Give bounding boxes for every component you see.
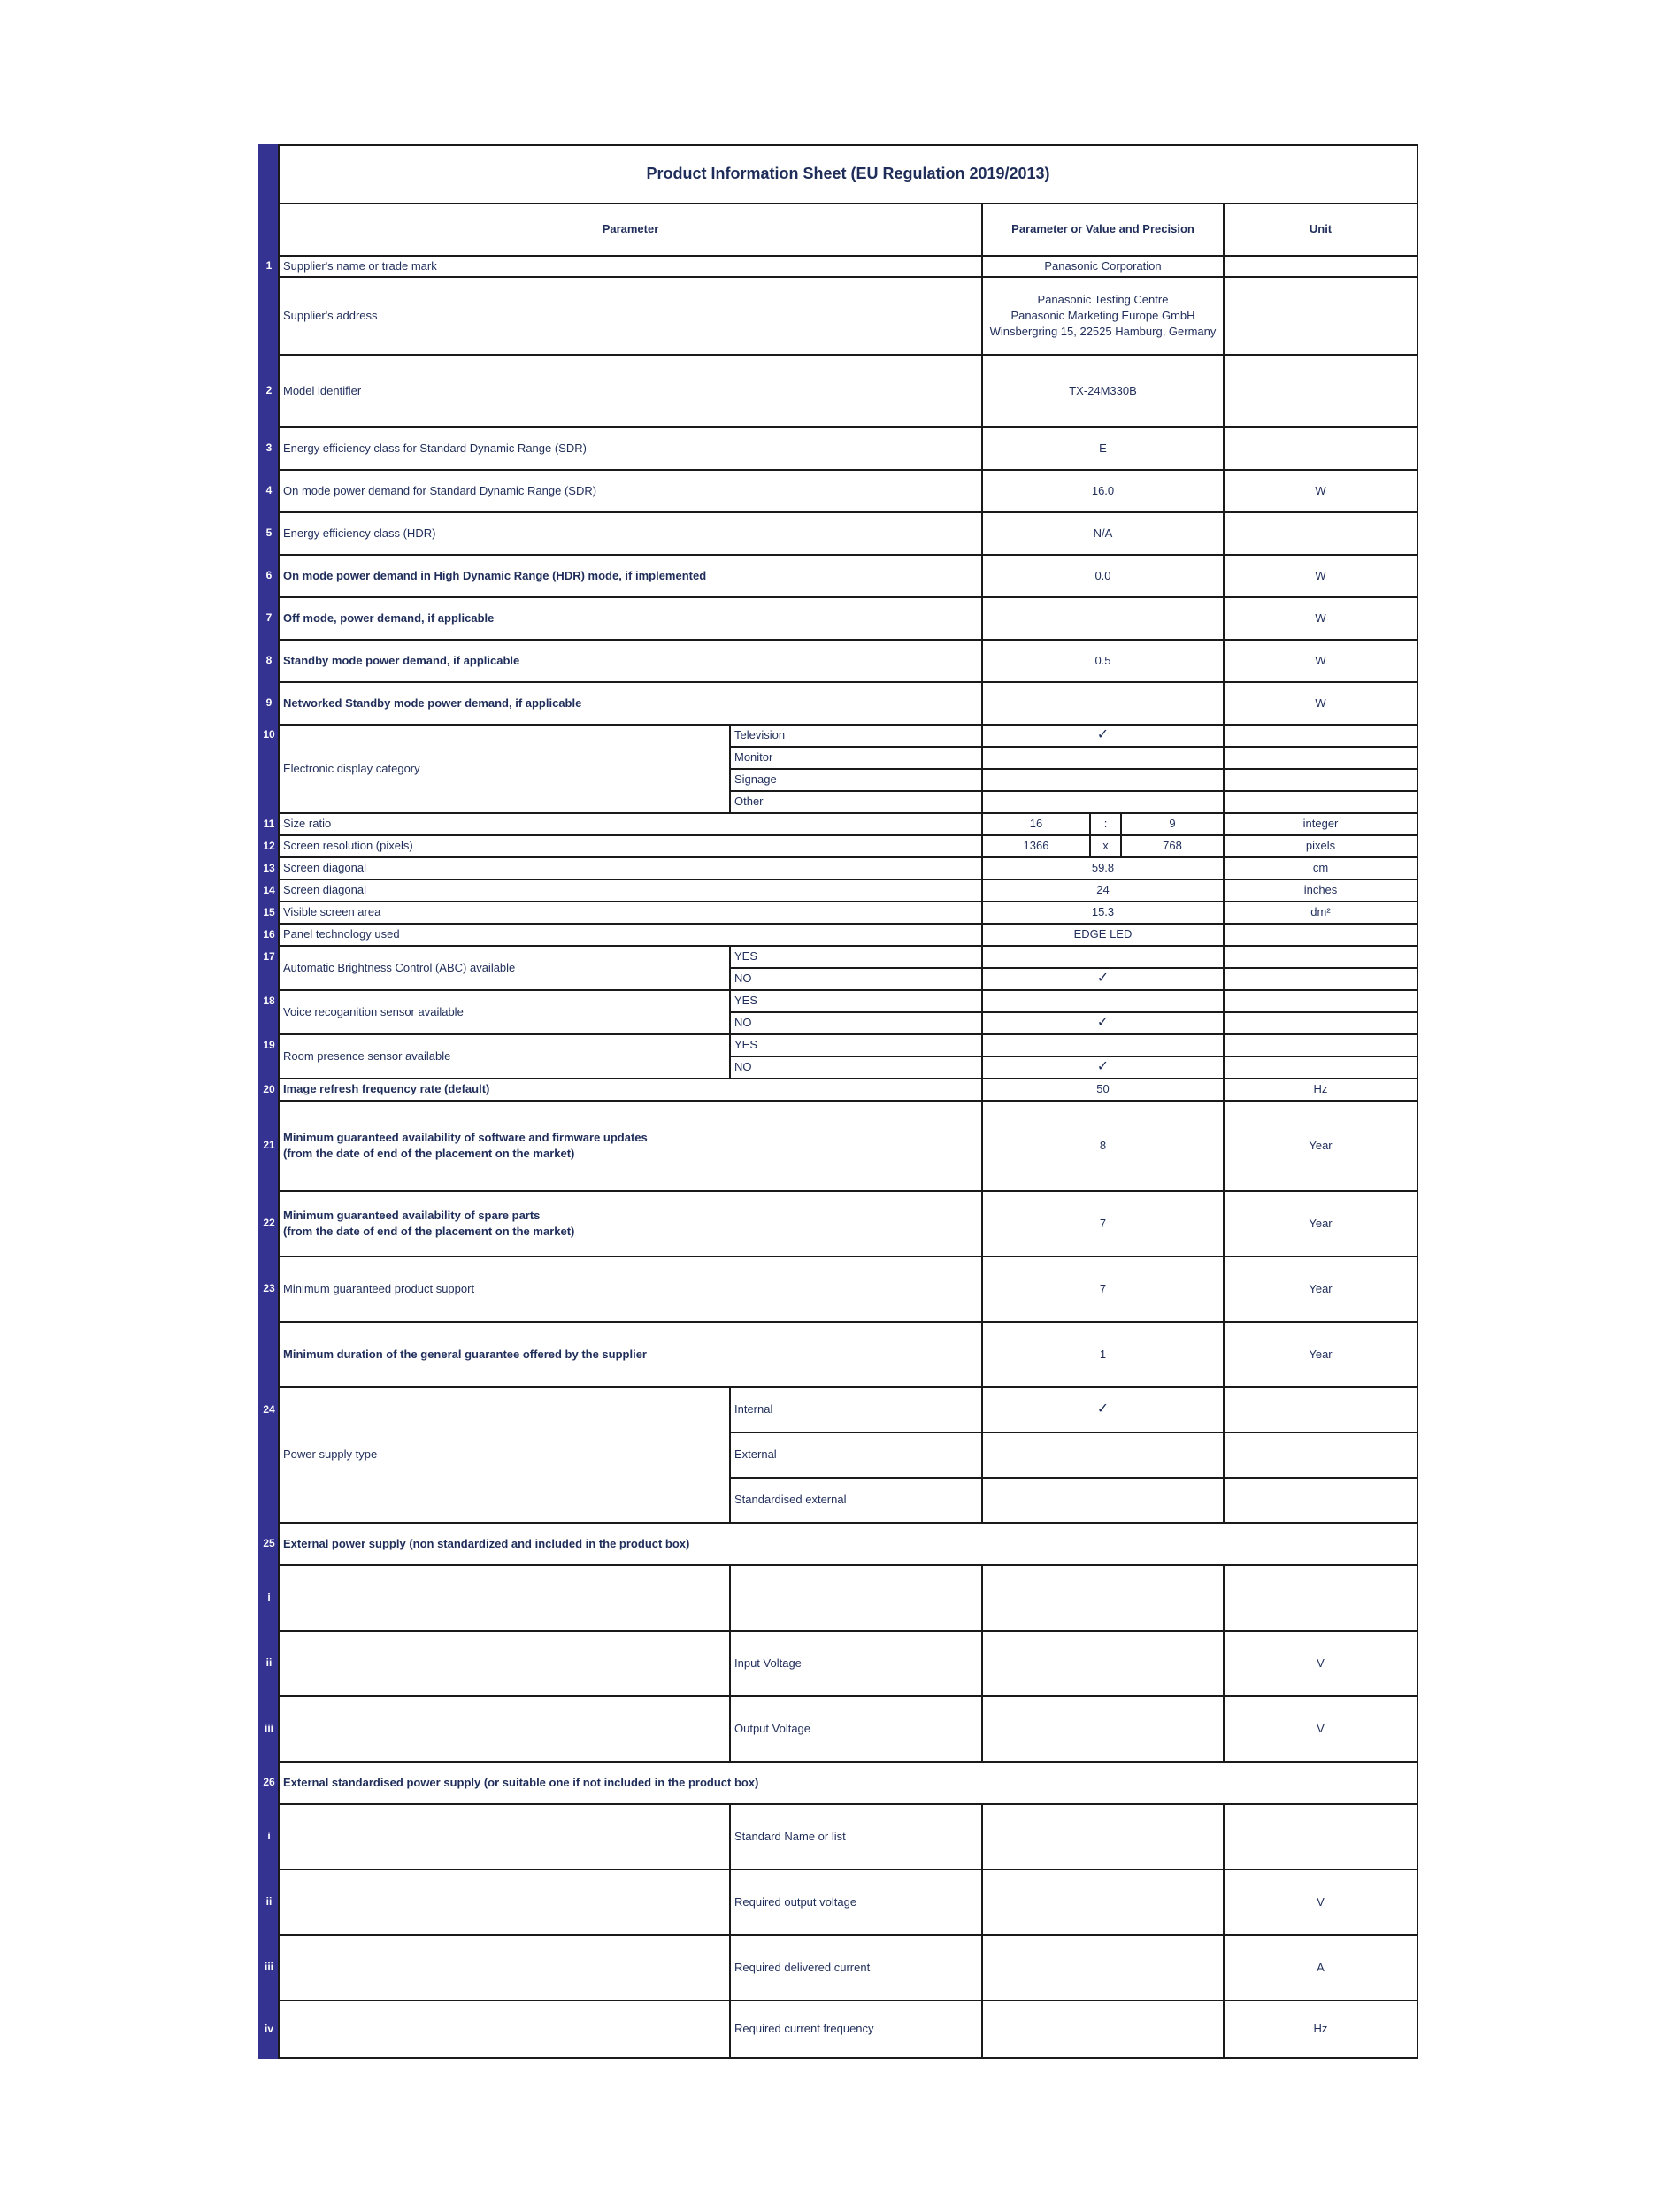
sdr-class-label-text: Energy efficiency class for Standard Dynamic Range (SDR) xyxy=(283,441,587,455)
off-power-label-text: Off mode, power demand, if applicable xyxy=(283,611,495,625)
display-category-check-2 xyxy=(981,768,1225,792)
display-category-check-1 xyxy=(981,746,1225,770)
display-category-option-2-text: Signage xyxy=(734,772,777,787)
sdr-class-unit xyxy=(1223,426,1418,471)
row-number-12: 12 xyxy=(258,834,280,856)
ext-psu-label xyxy=(278,1522,1418,1566)
std-psu-row-unit-1-text: V xyxy=(1317,1894,1325,1909)
standby-power-value-text: 0.5 xyxy=(1094,653,1111,667)
supplier-name-value-text: Panasonic Corporation xyxy=(1044,258,1162,273)
presence-yes-unit xyxy=(1223,1033,1418,1057)
std-psu-row-unit-3-text: Hz xyxy=(1313,2022,1328,2036)
supplier-address-label xyxy=(278,276,983,356)
std-psu-row-label-2-text: Required delivered current xyxy=(734,1960,871,1974)
presence-no-unit xyxy=(1223,1056,1418,1079)
off-power-unit xyxy=(1223,596,1418,641)
sdr-power-unit-text: W xyxy=(1315,483,1326,497)
support-label-text: Minimum guaranteed product support xyxy=(283,1281,475,1295)
guarantee-unit xyxy=(1223,1321,1418,1388)
ext-psu-row-label-0 xyxy=(729,1564,983,1632)
hdr-power-value xyxy=(981,554,1225,598)
size_ratio-b-text: 9 xyxy=(1169,817,1176,831)
resolution-unit xyxy=(1223,834,1418,858)
model-label-text: Model identifier xyxy=(283,383,362,397)
sw-updates-unit xyxy=(1223,1100,1418,1192)
size_ratio-unit xyxy=(1223,812,1418,836)
size_ratio-a-text: 16 xyxy=(1029,817,1043,831)
resolution-a-text: 1366 xyxy=(1023,839,1049,853)
std-psu-row-label-0-text: Standard Name or list xyxy=(734,1829,846,1843)
display-category-unit-1 xyxy=(1223,746,1418,770)
standby-power-unit-text: W xyxy=(1315,653,1326,667)
row-number-11: 11 xyxy=(258,812,280,834)
hdr-power-unit-text: W xyxy=(1315,568,1326,582)
diag-in-unit xyxy=(1223,879,1418,902)
standby-power-label-text: Standby mode power demand, if applicable xyxy=(283,653,520,667)
voice-label-text: Voice recoganition sensor available xyxy=(283,1004,464,1018)
row-number-4: 4 xyxy=(258,469,280,511)
abc-no-unit xyxy=(1223,967,1418,991)
spare-parts-unit xyxy=(1223,1190,1418,1257)
voice-no-value xyxy=(981,1011,1225,1035)
row-number-25: 25 xyxy=(258,1522,280,1564)
panel-value-text: EDGE LED xyxy=(1073,927,1133,941)
resolution-a xyxy=(981,834,1091,858)
std-psu-row-number-2: iii xyxy=(258,1934,280,2000)
off-power-unit-text: W xyxy=(1315,611,1326,625)
resolution-b xyxy=(1120,834,1225,858)
diag-cm-unit-text: cm xyxy=(1312,861,1329,875)
model-label xyxy=(278,354,983,428)
visible-area-unit-text: dm² xyxy=(1310,905,1331,919)
guarantee-value-text: 1 xyxy=(1099,1347,1107,1361)
abc-no-value xyxy=(981,967,1225,991)
abc-label xyxy=(278,945,731,991)
support-label xyxy=(278,1256,983,1323)
panel-label-text: Panel technology used xyxy=(283,927,400,941)
row-number-20: 20 xyxy=(258,1078,280,1100)
display-category-label xyxy=(278,724,731,814)
diag-cm-label-text: Screen diagonal xyxy=(283,861,366,875)
presence-label-text: Room presence sensor available xyxy=(283,1048,451,1063)
sw-updates-unit-text: Year xyxy=(1309,1138,1333,1152)
diag-in-value-text: 24 xyxy=(1096,883,1110,897)
power-supply-check-0-text: ✓ xyxy=(1096,1402,1110,1417)
voice-no-text: NO xyxy=(734,1016,752,1030)
std-psu-row-blank-2 xyxy=(278,1934,731,2001)
supplier-name-label-text: Supplier's name or trade mark xyxy=(283,258,437,273)
voice-no xyxy=(729,1011,983,1035)
refresh-value xyxy=(981,1078,1225,1102)
visible-area-value-text: 15.3 xyxy=(1091,905,1115,919)
diag-cm-value-text: 59.8 xyxy=(1091,861,1115,875)
ext-psu-row-unit-1-text: V xyxy=(1317,1655,1325,1670)
display-category-option-1-text: Monitor xyxy=(734,750,773,764)
size_ratio-label xyxy=(278,812,983,836)
sdr-power-value xyxy=(981,469,1225,513)
header-unit xyxy=(1223,203,1418,257)
display-category-option-1 xyxy=(729,746,983,770)
std-psu-row-label-1-text: Required output voltage xyxy=(734,1894,857,1909)
presence-no-value xyxy=(981,1056,1225,1079)
std-psu-row-value-2 xyxy=(981,1934,1225,2001)
hdr-class-unit xyxy=(1223,511,1418,556)
net-standby-value xyxy=(981,681,1225,726)
row-number-5: 5 xyxy=(258,511,280,554)
resolution-unit-text: pixels xyxy=(1305,839,1336,853)
spare-parts-value-text: 7 xyxy=(1099,1216,1107,1230)
size_ratio-sep-text: : xyxy=(1103,817,1108,831)
hdr-power-value-text: 0.0 xyxy=(1094,568,1111,582)
diag-in-value xyxy=(981,879,1225,902)
row-number-23: 23 xyxy=(258,1256,280,1321)
std-psu-row-value-3 xyxy=(981,2000,1225,2059)
sdr-power-unit xyxy=(1223,469,1418,513)
power-supply-check-0 xyxy=(981,1386,1225,1433)
header-value xyxy=(981,203,1225,257)
display-category-option-0 xyxy=(729,724,983,748)
abc-label-text: Automatic Brightness Control (ABC) available xyxy=(283,960,516,974)
ext-psu-row-value-2 xyxy=(981,1695,1225,1763)
power-supply-unit-2 xyxy=(1223,1477,1418,1524)
net-standby-unit xyxy=(1223,681,1418,726)
header-parameter xyxy=(278,203,983,257)
support-unit xyxy=(1223,1256,1418,1323)
panel-label xyxy=(278,923,983,947)
row-number-8: 8 xyxy=(258,639,280,681)
resolution-label xyxy=(278,834,983,858)
size_ratio-a xyxy=(981,812,1091,836)
display-category-unit-3 xyxy=(1223,790,1418,814)
std-psu-row-label-3 xyxy=(729,2000,983,2059)
hdr-class-label-text: Energy efficiency class (HDR) xyxy=(283,526,436,540)
hdr-power-unit xyxy=(1223,554,1418,598)
ext-psu-row-label-2 xyxy=(729,1695,983,1763)
model-value xyxy=(981,354,1225,428)
abc-no-text: NO xyxy=(734,972,752,986)
size_ratio-unit-text: integer xyxy=(1302,817,1339,831)
visible-area-value xyxy=(981,901,1225,925)
row-number-2: 2 xyxy=(258,354,280,426)
row-number-17: 17 xyxy=(258,945,280,967)
refresh-label xyxy=(278,1078,983,1102)
row-number-15: 15 xyxy=(258,901,280,923)
sw-updates-label xyxy=(278,1100,983,1192)
refresh-value-text: 50 xyxy=(1096,1082,1110,1096)
spare-parts-unit-text: Year xyxy=(1309,1216,1333,1230)
ext-psu-row-number-1: ii xyxy=(258,1630,280,1695)
sdr-power-label xyxy=(278,469,983,513)
display-category-unit-0 xyxy=(1223,724,1418,748)
power-supply-unit-1 xyxy=(1223,1432,1418,1479)
refresh-unit-text: Hz xyxy=(1313,1082,1328,1096)
power-supply-option-0 xyxy=(729,1386,983,1433)
row-number-22: 22 xyxy=(258,1190,280,1256)
presence-label xyxy=(278,1033,731,1079)
presence-no-value-text: ✓ xyxy=(1096,1059,1110,1075)
diag-in-unit-text: inches xyxy=(1303,883,1338,897)
diag-cm-label xyxy=(278,856,983,880)
power-supply-unit-0 xyxy=(1223,1386,1418,1433)
power-supply-option-2 xyxy=(729,1477,983,1524)
row-number-10: 10 xyxy=(258,724,280,745)
std-psu-label xyxy=(278,1761,1418,1805)
display-category-check-3 xyxy=(981,790,1225,814)
power-supply-option-0-text: Internal xyxy=(734,1402,773,1417)
presence-yes xyxy=(729,1033,983,1057)
supplier-address-value-text: Panasonic Testing Centre Panasonic Marketing Europe GmbH Winsbergring 15, 22525 Hamburg, Germany xyxy=(989,292,1217,339)
ext-psu-row-label-1-text: Input Voltage xyxy=(734,1655,802,1670)
supplier-name-value xyxy=(981,255,1225,278)
diag-in-label xyxy=(278,879,983,902)
guarantee-label-text: Minimum duration of the general guarantee offered by the supplier xyxy=(283,1347,647,1361)
abc-no xyxy=(729,967,983,991)
presence-no-text: NO xyxy=(734,1060,752,1074)
supplier-address-unit xyxy=(1223,276,1418,356)
row-number-6: 6 xyxy=(258,554,280,596)
resolution-b-text: 768 xyxy=(1163,839,1182,853)
ext-psu-row-unit-2 xyxy=(1223,1695,1418,1763)
refresh-unit xyxy=(1223,1078,1418,1102)
sdr-power-label-text: On mode power demand for Standard Dynamic Range (SDR) xyxy=(283,483,597,497)
visible-area-label xyxy=(278,901,983,925)
sdr-class-value xyxy=(981,426,1225,471)
header-unit-text: Unit xyxy=(1309,222,1333,236)
visible-area-label-text: Visible screen area xyxy=(283,905,381,919)
sdr-class-label xyxy=(278,426,983,471)
display-category-unit-2 xyxy=(1223,768,1418,792)
header-parameter-text: Parameter xyxy=(602,222,659,236)
std-psu-row-unit-0 xyxy=(1223,1803,1418,1870)
size_ratio-sep xyxy=(1089,812,1122,836)
sdr-class-value-text: E xyxy=(1099,441,1107,455)
diag-cm-unit xyxy=(1223,856,1418,880)
panel-value xyxy=(981,923,1225,947)
power-supply-option-1 xyxy=(729,1432,983,1479)
abc-yes-value xyxy=(981,945,1225,969)
ext-psu-row-number-2: iii xyxy=(258,1695,280,1761)
sheet-title xyxy=(278,144,1418,204)
row-number-26: 26 xyxy=(258,1761,280,1803)
resolution-sep xyxy=(1089,834,1122,858)
ext-psu-row-value-1 xyxy=(981,1630,1225,1697)
std-psu-row-value-1 xyxy=(981,1869,1225,1936)
std-psu-row-unit-2-text: A xyxy=(1317,1960,1325,1974)
display-category-check-0-text: ✓ xyxy=(1096,727,1110,743)
refresh-label-text: Image refresh frequency rate (default) xyxy=(283,1082,490,1096)
resolution-label-text: Screen resolution (pixels) xyxy=(283,839,413,853)
spare-parts-label-text: Minimum guaranteed availability of spare parts (from the date of end of the placement on the market) xyxy=(283,1208,575,1238)
ext-psu-row-blank-0 xyxy=(278,1564,731,1632)
sheet-title-text: Product Information Sheet (EU Regulation 2019/2013) xyxy=(646,165,1050,183)
ext-psu-row-unit-2-text: V xyxy=(1317,1721,1325,1735)
sw-updates-value-text: 8 xyxy=(1099,1138,1107,1152)
ext-psu-row-label-1 xyxy=(729,1630,983,1697)
supplier-name-label xyxy=(278,255,983,278)
power-supply-option-2-text: Standardised external xyxy=(734,1493,847,1507)
spare-parts-label xyxy=(278,1190,983,1257)
row-number-14: 14 xyxy=(258,879,280,901)
ext-psu-row-unit-1 xyxy=(1223,1630,1418,1697)
abc-yes-text: YES xyxy=(734,949,758,964)
power-supply-option-1-text: External xyxy=(734,1448,777,1462)
std-psu-row-label-3-text: Required current frequency xyxy=(734,2022,874,2036)
display-category-option-3 xyxy=(729,790,983,814)
hdr-power-label xyxy=(278,554,983,598)
row-number-18: 18 xyxy=(258,989,280,1011)
ext-psu-row-blank-1 xyxy=(278,1630,731,1697)
abc-yes xyxy=(729,945,983,969)
std-psu-row-number-3: iv xyxy=(258,2000,280,2057)
supplier-address-label-text: Supplier's address xyxy=(283,308,378,322)
hdr-class-value-text: N/A xyxy=(1093,526,1113,540)
std-psu-row-blank-0 xyxy=(278,1803,731,1870)
display-category-check-0 xyxy=(981,724,1225,748)
abc-no-value-text: ✓ xyxy=(1096,971,1110,987)
row-number-9: 9 xyxy=(258,681,280,724)
std-psu-row-label-0 xyxy=(729,1803,983,1870)
model-unit xyxy=(1223,354,1418,428)
presence-no xyxy=(729,1056,983,1079)
hdr-power-label-text: On mode power demand in High Dynamic Range (HDR) mode, if implemented xyxy=(283,568,707,582)
guarantee-value xyxy=(981,1321,1225,1388)
guarantee-unit-text: Year xyxy=(1309,1347,1333,1361)
display-category-label-text: Electronic display category xyxy=(283,761,420,775)
panel-unit xyxy=(1223,923,1418,947)
off-power-label xyxy=(278,596,983,641)
power-supply-label-text: Power supply type xyxy=(283,1448,378,1462)
std-psu-row-unit-3 xyxy=(1223,2000,1418,2059)
sdr-power-value-text: 16.0 xyxy=(1091,483,1115,497)
power-supply-label xyxy=(278,1386,731,1524)
standby-power-value xyxy=(981,639,1225,683)
power-supply-check-1 xyxy=(981,1432,1225,1479)
voice-yes-unit xyxy=(1223,989,1418,1013)
size_ratio-label-text: Size ratio xyxy=(283,817,332,831)
std-psu-row-number-1: ii xyxy=(258,1869,280,1934)
guarantee-label xyxy=(278,1321,983,1388)
voice-yes-value xyxy=(981,989,1225,1013)
header-value-text: Parameter or Value and Precision xyxy=(1011,222,1194,236)
support-value xyxy=(981,1256,1225,1323)
std-psu-row-label-1 xyxy=(729,1869,983,1936)
row-number-7: 7 xyxy=(258,596,280,639)
display-category-option-3-text: Other xyxy=(734,795,764,809)
display-category-option-0-text: Television xyxy=(734,728,786,742)
diag-cm-value xyxy=(981,856,1225,880)
standby-power-label xyxy=(278,639,983,683)
ext-psu-row-label-2-text: Output Voltage xyxy=(734,1721,811,1735)
ext-psu-row-number-0: i xyxy=(258,1564,280,1630)
support-unit-text: Year xyxy=(1309,1281,1333,1295)
std-psu-row-unit-1 xyxy=(1223,1869,1418,1936)
abc-yes-unit xyxy=(1223,945,1418,969)
display-category-option-2 xyxy=(729,768,983,792)
off-power-value xyxy=(981,596,1225,641)
ext-psu-row-value-0 xyxy=(981,1564,1225,1632)
sw-updates-label-text: Minimum guaranteed availability of software and firmware updates (from the date of end of the placement on the market) xyxy=(283,1130,648,1160)
row-number-13: 13 xyxy=(258,856,280,879)
row-number-21: 21 xyxy=(258,1100,280,1190)
net-standby-label-text: Networked Standby mode power demand, if applicable xyxy=(283,695,582,710)
resolution-sep-text: x xyxy=(1102,839,1109,853)
std-psu-row-blank-1 xyxy=(278,1869,731,1936)
visible-area-unit xyxy=(1223,901,1418,925)
size_ratio-b xyxy=(1120,812,1225,836)
voice-no-unit xyxy=(1223,1011,1418,1035)
hdr-class-label xyxy=(278,511,983,556)
power-supply-check-2 xyxy=(981,1477,1225,1524)
presence-yes-value xyxy=(981,1033,1225,1057)
std-psu-row-unit-2 xyxy=(1223,1934,1418,2001)
std-psu-row-number-0: i xyxy=(258,1803,280,1869)
hdr-class-value xyxy=(981,511,1225,556)
standby-power-unit xyxy=(1223,639,1418,683)
sw-updates-value xyxy=(981,1100,1225,1192)
net-standby-unit-text: W xyxy=(1315,695,1326,710)
presence-yes-text: YES xyxy=(734,1038,758,1052)
ext-psu-row-unit-0 xyxy=(1223,1564,1418,1632)
std-psu-label-text: External standardised power supply (or suitable one if not included in the product box) xyxy=(283,1775,759,1789)
ext-psu-row-blank-2 xyxy=(278,1695,731,1763)
supplier-name-unit xyxy=(1223,255,1418,278)
ext-psu-label-text: External power supply (non standardized and included in the product box) xyxy=(283,1536,690,1550)
std-psu-row-label-2 xyxy=(729,1934,983,2001)
diag-in-label-text: Screen diagonal xyxy=(283,883,366,897)
voice-no-value-text: ✓ xyxy=(1096,1015,1110,1031)
support-value-text: 7 xyxy=(1099,1281,1107,1295)
row-number-3: 3 xyxy=(258,426,280,469)
row-number-19: 19 xyxy=(258,1033,280,1056)
voice-yes-text: YES xyxy=(734,994,758,1008)
std-psu-row-blank-3 xyxy=(278,2000,731,2059)
voice-label xyxy=(278,989,731,1035)
voice-yes xyxy=(729,989,983,1013)
row-number-24: 24 xyxy=(258,1386,280,1432)
net-standby-label xyxy=(278,681,983,726)
model-value-text: TX-24M330B xyxy=(1069,383,1137,397)
std-psu-row-value-0 xyxy=(981,1803,1225,1870)
row-number-16: 16 xyxy=(258,923,280,945)
supplier-address-value xyxy=(981,276,1225,356)
spare-parts-value xyxy=(981,1190,1225,1257)
row-number-1: 1 xyxy=(258,255,280,276)
